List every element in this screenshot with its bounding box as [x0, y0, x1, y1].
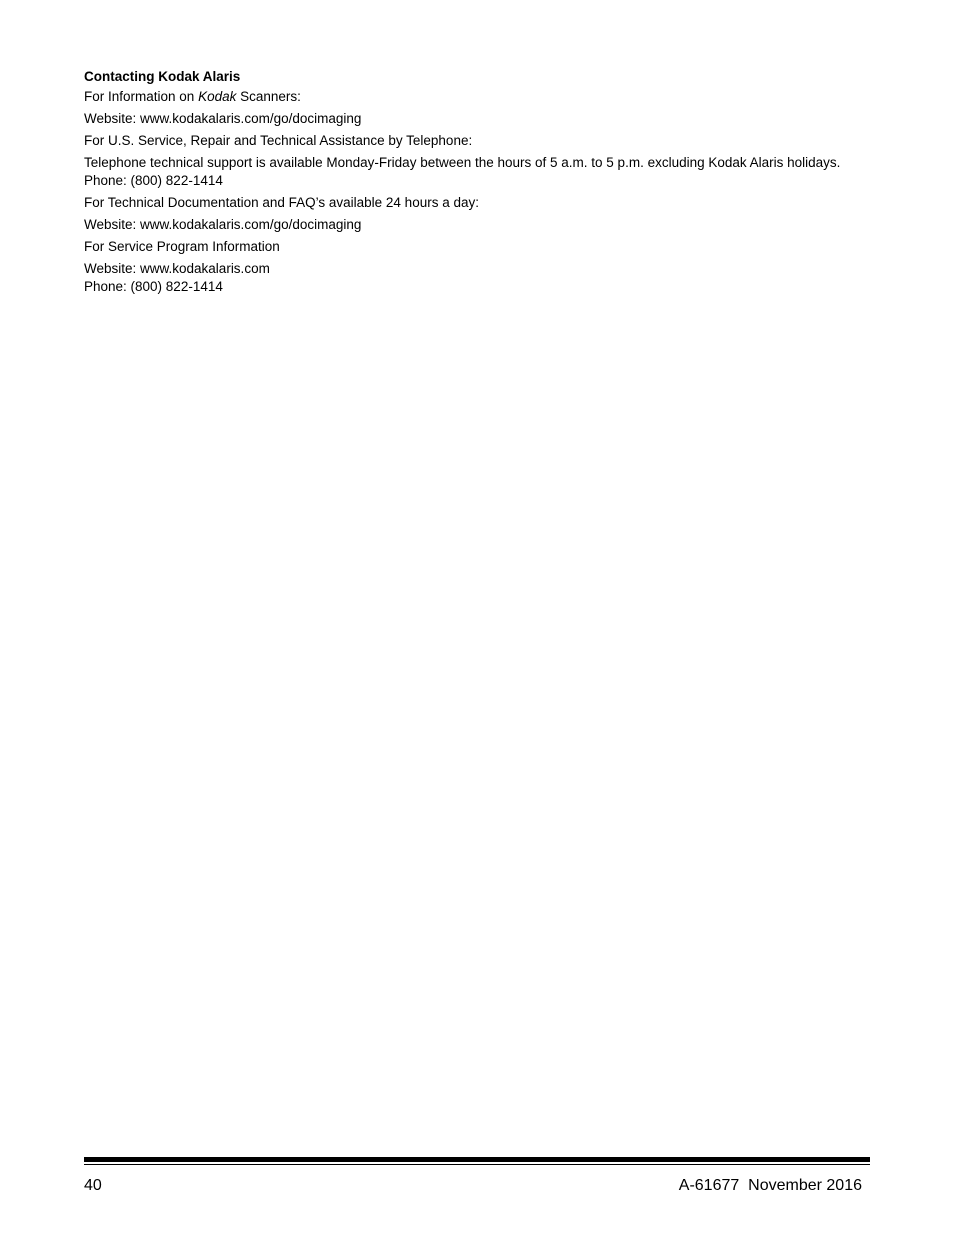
website-line-2: Website: www.kodakalaris.com/go/docimaging — [84, 217, 362, 232]
support-hours-block — [84, 154, 884, 190]
website-line-3: Website: www.kodakalaris.com — [84, 261, 270, 276]
footer-document-id: A-61677 November 2016 — [678, 1177, 862, 1194]
website-line-1: Website: www.kodakalaris.com/go/docimaging — [84, 111, 362, 126]
service-program-block — [84, 260, 884, 296]
info-brand: Kodak — [198, 89, 237, 104]
info-suffix: Scanners: — [236, 89, 301, 104]
footer-rule-thin — [84, 1164, 870, 1165]
service-phone-intro: For U.S. Service, Repair and Technical Assistance by Telephone: — [84, 133, 473, 148]
section-heading: Contacting Kodak Alaris — [84, 69, 241, 84]
contact-section — [84, 68, 884, 300]
phone-line-1: Phone: (800) 822-1414 — [84, 173, 223, 188]
tech-docs-intro: For Technical Documentation and FAQ’s available 24 hours a day: — [84, 195, 479, 210]
footer-rule-thick — [84, 1157, 870, 1162]
service-program-intro: For Service Program Information — [84, 239, 280, 254]
support-hours-text: Telephone technical support is available Monday-Friday between the hours of 5 a.m. to 5 p.m. excluding Kodak Alaris holidays. — [84, 155, 841, 170]
info-intro — [84, 88, 884, 106]
info-prefix: For Information on — [84, 89, 199, 104]
phone-line-2: Phone: (800) 822-1414 — [84, 279, 223, 294]
footer-page-number: 40 — [84, 1177, 102, 1194]
